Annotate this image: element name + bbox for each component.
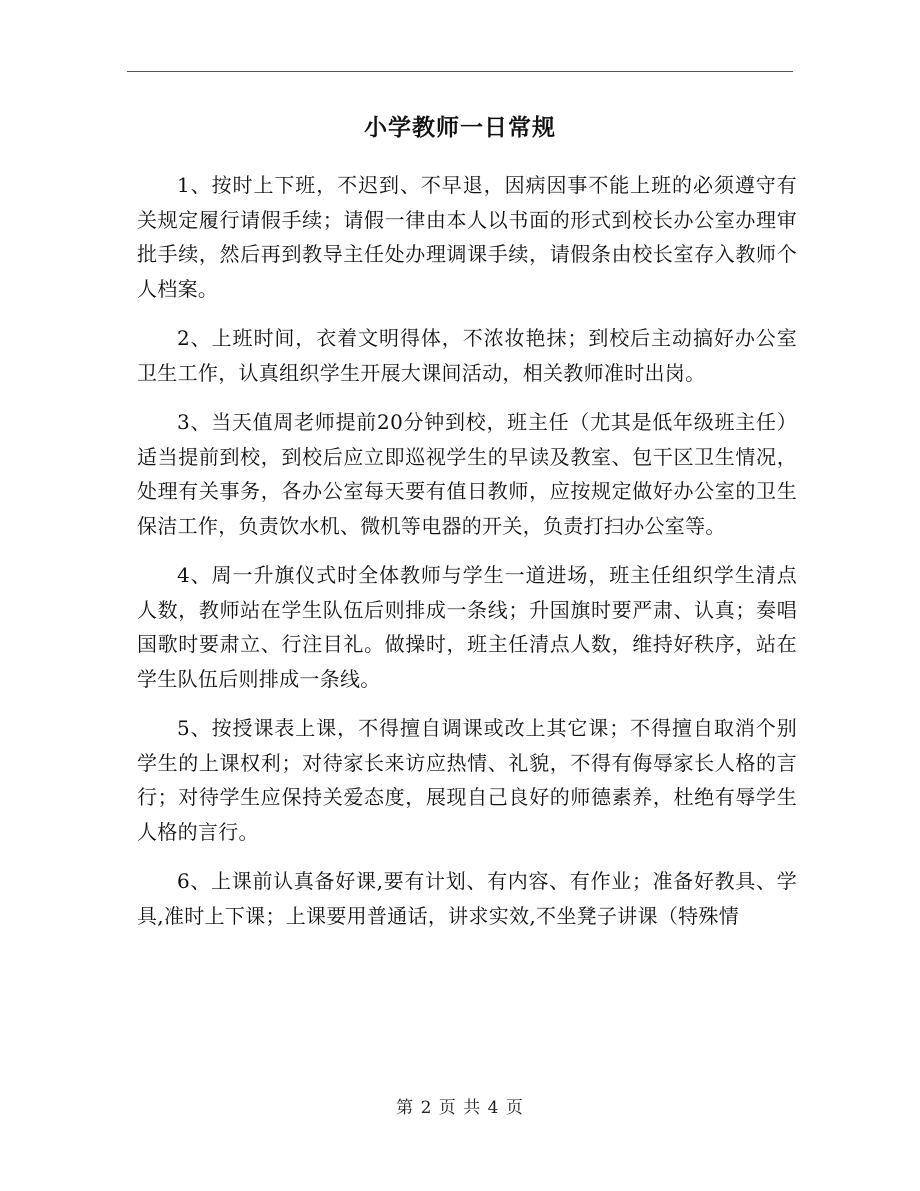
paragraph-3: 3、当天值周老师提前20分钟到校，班主任（尤其是低年级班主任）适当提前到校，到校后应立即巡视学生的早读及教室、包干区卫生情况，处理有关事务，各办公室每天要有值日教师，应按规定做好办公室的卫生保洁工作，负责饮水机、微机等电器的开关，负责打扫办公室等。 <box>137 410 797 538</box>
paragraph-6: 6、上课前认真备好课,要有计划、有内容、有作业；准备好教具、学具,准时上下课；上课要用普通话，讲求实效,不坐凳子讲课（特殊情 <box>137 869 797 928</box>
paragraph-2: 2、上班时间，衣着文明得体，不浓妆艳抹；到校后主动搞好办公室卫生工作，认真组织学生开展大课间活动，相关教师准时出岗。 <box>137 326 797 385</box>
paragraph-4: 4、周一升旗仪式时全体教师与学生一道进场，班主任组织学生清点人数，教师站在学生队伍后则排成一条线；升国旗时要严肃、认真；奏唱国歌时要肃立、行注目礼。做操时，班主任清点人数，维持好秩序，站在学生队伍后则排成一条线。 <box>137 563 797 691</box>
document-body <box>137 168 797 933</box>
paragraph-5: 5、按授课表上课，不得擅自调课或改上其它课；不得擅自取消个别学生的上课权利；对待家长来访应热情、礼貌，不得有侮辱家长人格的言行；对待学生应保持关爱态度，展现自己良好的师德素养，杜绝有辱学生人格的言行。 <box>137 716 797 844</box>
header-rule <box>127 71 793 72</box>
paragraph-1: 1、按时上下班，不迟到、不早退，因病因事不能上班的必须遵守有关规定履行请假手续；请假一律由本人以书面的形式到校长办公室办理审批手续，然后再到教导主任处办理调课手续，请假条由校长室存入教师个人档案。 <box>137 173 797 301</box>
page-number: 第 2 页 共 4 页 <box>396 1098 524 1118</box>
document-title: 小学教师一日常规 <box>364 114 556 141</box>
